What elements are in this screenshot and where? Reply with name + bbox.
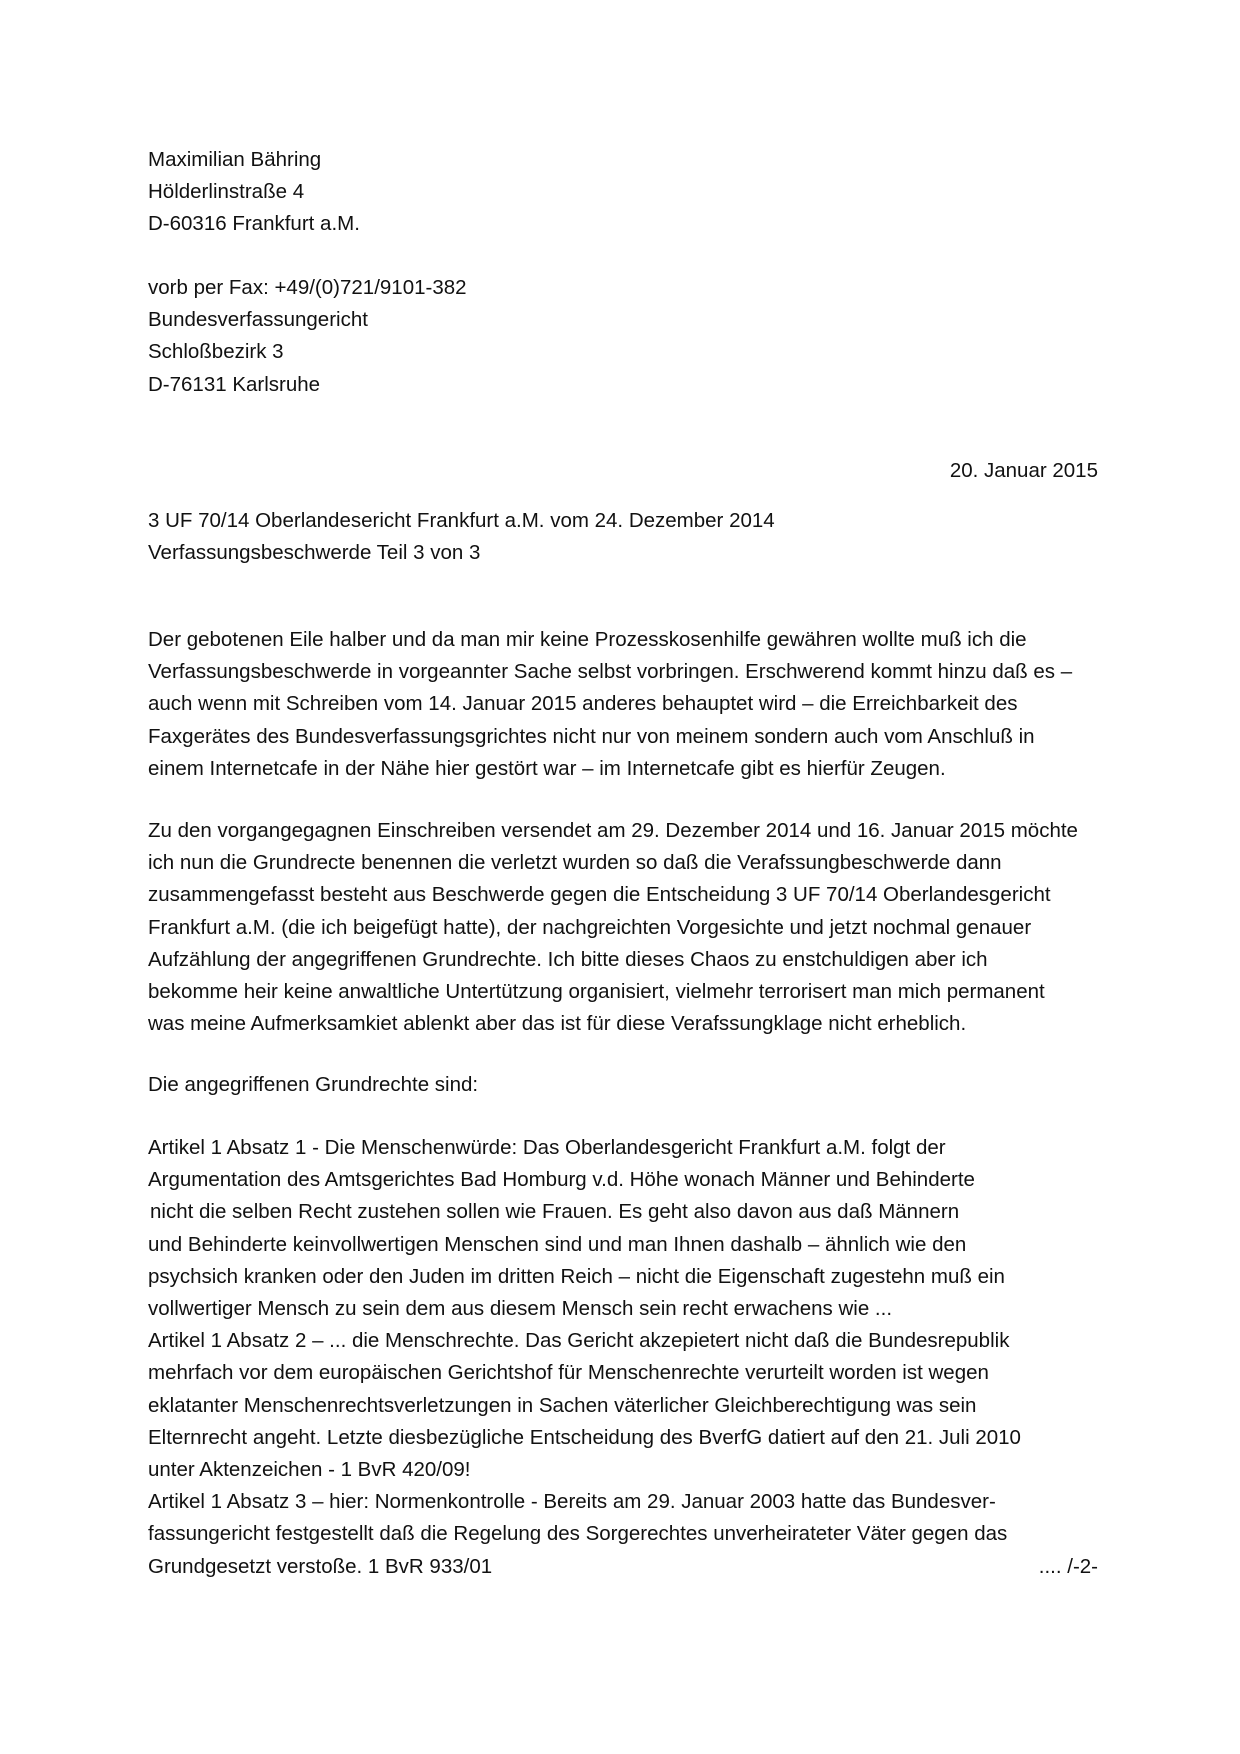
paragraph-line: Aufzählung der angegriffenen Grundrechte. Ich bitte dieses Chaos zu enstchuldigen aber ich bbox=[148, 947, 988, 971]
paragraph-line: fassungericht festgestellt daß die Regelung des Sorgerechtes unverheirateter Väter gegen das bbox=[148, 1522, 1008, 1546]
subject-line: 3 UF 70/14 Oberlandesericht Frankfurt a.M. vom 24. Dezember 2014 bbox=[148, 509, 775, 532]
paragraph-line: Artikel 1 Absatz 1 - Die Menschenwürde: Das Oberlandesgericht Frankfurt a.M. folgt der bbox=[148, 1136, 946, 1159]
subject-block bbox=[148, 505, 1098, 569]
paragraph-line: was meine Aufmerksamkiet ablenkt aber das ist für diese Verafssungklage nicht erheblich. bbox=[148, 1012, 967, 1036]
paragraph-line: eklatanter Menschenrechtsverletzungen in Sachen väterlicher Gleichberechtigung was sein bbox=[148, 1393, 977, 1417]
paragraph-line: psychsich kranken oder den Juden im dritten Reich – nicht die Eigenschaft zugestehn muß ein bbox=[148, 1264, 1005, 1288]
paragraph-line: nicht die selben Recht zustehen sollen wie Frauen. Es geht also davon aus daß Männern bbox=[150, 1200, 960, 1224]
letter-date: 20. Januar 2015 bbox=[949, 459, 1098, 482]
paragraph-line: vollwertiger Mensch zu sein dem aus diesem Mensch sein recht erwachens wie ... bbox=[148, 1297, 893, 1321]
paragraph-line: Der gebotenen Eile halber und da man mir keine Prozesskosenhilfe gewähren wollte muß ich die bbox=[148, 628, 1027, 651]
paragraph-2 bbox=[148, 815, 1098, 1040]
sender-name: Maximilian Bähring bbox=[148, 148, 322, 171]
paragraph-line: Artikel 1 Absatz 3 – hier: Normenkontrolle - Bereits am 29. Januar 2003 hatte das Bundesver- bbox=[148, 1490, 996, 1514]
paragraph-line: Verfassungsbeschwerde in vorgeannter Sache selbst vorbringen. Erschwerend kommt hinzu daß es – bbox=[148, 660, 1073, 684]
recipient-street: Schloßbezirk 3 bbox=[148, 340, 284, 364]
paragraph-line: ich nun die Grundrecte benennen die verletzt wurden so daß die Verafssungbeschwerde dann bbox=[148, 851, 1002, 875]
paragraph-1 bbox=[148, 624, 1098, 785]
paragraph-line: Artikel 1 Absatz 2 – ... die Menschrechte. Das Gericht akzepietert nicht daß die Bundesrepublik bbox=[148, 1329, 1010, 1353]
page-continuation-marker: .... /-2- bbox=[1038, 1555, 1098, 1578]
paragraph-line: Faxgerätes des Bundesverfassungsgrichtes nicht nur von meinem sondern auch vom Anschluß in bbox=[148, 724, 1035, 748]
paragraph-line: Elternrecht angeht. Letzte diesbezügliche Entscheidung des BverfG datiert auf den 21. Juli 2010 bbox=[148, 1425, 1021, 1449]
rights-intro-line: Die angegriffenen Grundrechte sind: bbox=[148, 1073, 479, 1096]
sender-city: D-60316 Frankfurt a.M. bbox=[148, 212, 360, 236]
paragraph-3 bbox=[148, 1132, 1098, 1583]
recipient-city: D-76131 Karlsruhe bbox=[148, 372, 321, 396]
paragraph-line: Zu den vorgangegagnen Einschreiben versendet am 29. Dezember 2014 und 16. Januar 2015 möchte bbox=[148, 819, 1078, 842]
paragraph-line: Argumentation des Amtsgerichtes Bad Homburg v.d. Höhe wonach Männer und Behinderte bbox=[148, 1168, 975, 1192]
paragraph-line: unter Aktenzeichen - 1 BvR 420/09! bbox=[148, 1458, 471, 1482]
subject-line: Verfassungsbeschwerde Teil 3 von 3 bbox=[148, 541, 481, 565]
recipient-address bbox=[148, 272, 1098, 401]
rights-intro bbox=[148, 1069, 1098, 1101]
paragraph-line: und Behinderte keinvollwertigen Menschen sind und man Ihnen dashalb – ähnlich wie den bbox=[148, 1232, 967, 1256]
sender-address bbox=[148, 144, 1098, 241]
paragraph-line: mehrfach vor dem europäischen Gerichtshof für Menschenrechte verurteilt worden ist wegen bbox=[148, 1361, 989, 1385]
paragraph-line: Grundgesetzt verstoße. 1 BvR 933/01 bbox=[148, 1554, 493, 1578]
paragraph-line: einem Internetcafe in der Nähe hier gestört war – im Internetcafe gibt es hierfür Zeugen. bbox=[148, 756, 946, 780]
paragraph-line: auch wenn mit Schreiben vom 14. Januar 2015 anderes behauptet wird – die Erreichbarkeit des bbox=[148, 692, 1018, 716]
paragraph-line: Frankfurt a.M. (die ich beigefügt hatte), der nachgreichten Vorgesichte und jetzt nochmal genauer bbox=[148, 915, 1032, 939]
fax-line: vorb per Fax: +49/(0)721/9101-382 bbox=[148, 276, 467, 299]
paragraph-line: bekomme heir keine anwaltliche Untertützung organisiert, vielmehr terrorisert man mich permanent bbox=[148, 980, 1045, 1004]
recipient-name: Bundesverfassungericht bbox=[148, 308, 368, 332]
sender-street: Hölderlinstraße 4 bbox=[148, 180, 305, 204]
paragraph-line: zusammengefasst besteht aus Beschwerde gegen die Entscheidung 3 UF 70/14 Oberlandesgericht bbox=[148, 883, 1051, 907]
